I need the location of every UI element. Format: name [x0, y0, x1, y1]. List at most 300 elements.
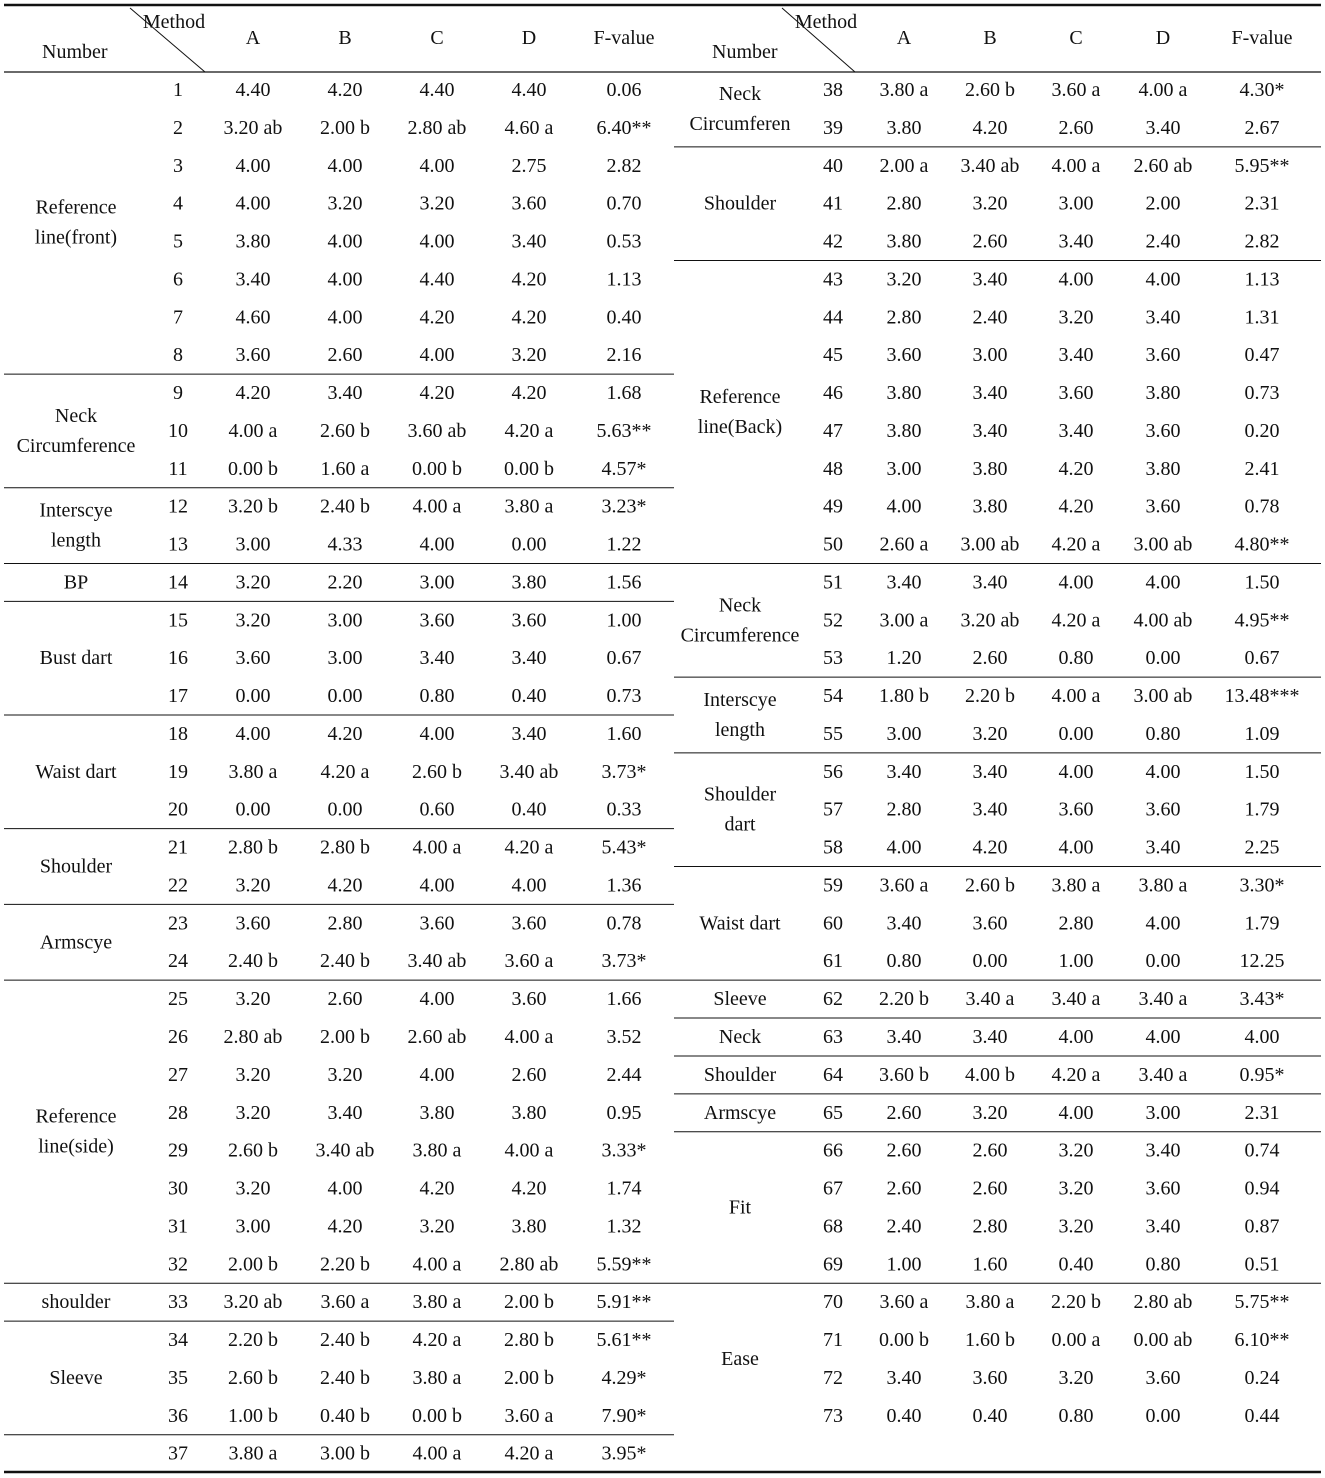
cell-value: 3.60 — [235, 912, 271, 935]
cell-value: 0.24 — [1244, 1366, 1280, 1389]
cell-value: 3.60 — [511, 988, 547, 1011]
row-number: 61 — [823, 950, 843, 973]
cell-value: 0.00 b — [228, 457, 278, 480]
cell-value: 4.20 a — [320, 760, 370, 783]
cell-value: 4.00 ab — [1133, 609, 1193, 632]
group-label: Waist dart — [35, 760, 117, 783]
cell-value: 2.67 — [1244, 116, 1280, 139]
cell-value: 2.60 — [972, 1177, 1008, 1200]
cell-value: 0.00 — [1145, 950, 1181, 973]
row-number: 2 — [173, 116, 183, 139]
cell-value: 3.00 b — [320, 1442, 370, 1465]
group-label: Reference — [699, 385, 781, 408]
group-label: Fit — [728, 1196, 752, 1219]
cell-value: 0.00 a — [1051, 1329, 1101, 1352]
cell-value: 3.40 — [419, 647, 455, 670]
cell-value: 12.25 — [1239, 950, 1285, 973]
cell-value: 3.40 — [886, 760, 922, 783]
cell-value: 0.67 — [606, 647, 642, 670]
cell-value: 4.20 — [511, 306, 547, 329]
cell-value: 2.00 b — [504, 1291, 554, 1314]
row-number: 66 — [823, 1139, 843, 1162]
cell-value: 1.00 — [886, 1253, 922, 1276]
cell-value: 3.40 — [511, 647, 547, 670]
cell-value: 5.63** — [596, 419, 652, 442]
cell-value: 2.60 — [886, 1139, 922, 1162]
row-number: 51 — [823, 571, 843, 594]
row-number: 54 — [823, 685, 843, 708]
cell-value: 0.00 b — [504, 457, 554, 480]
cell-value: 3.40 — [1058, 344, 1094, 367]
cell-value: 0.40 — [972, 1404, 1008, 1427]
row-number: 10 — [168, 419, 188, 442]
row-number: 57 — [823, 798, 843, 821]
cell-value: 3.40 — [972, 798, 1008, 821]
cell-value: 0.40 — [606, 306, 642, 329]
cell-value: 3.80 a — [1138, 874, 1188, 897]
cell-value: 3.40 — [972, 382, 1008, 405]
cell-value: 3.20 — [1058, 306, 1094, 329]
cell-value: 3.20 — [327, 1063, 363, 1086]
cell-value: 4.00 — [1145, 571, 1181, 594]
cell-value: 4.00 — [235, 192, 271, 215]
group-label: Shoulder — [703, 783, 777, 806]
group-label: dart — [724, 813, 756, 836]
cell-value: 0.47 — [1244, 344, 1280, 367]
cell-value: 3.80 a — [1051, 874, 1101, 897]
cell-value: 3.80 a — [412, 1139, 462, 1162]
cell-value: 0.00 — [235, 685, 271, 708]
cell-value: 3.00 — [886, 457, 922, 480]
cell-value: 3.60 — [886, 344, 922, 367]
group-label: Circumferen — [689, 112, 791, 135]
cell-value: 4.20 — [327, 79, 363, 101]
cell-value: 3.60 a — [1051, 79, 1101, 101]
cell-value: 1.79 — [1244, 912, 1280, 935]
cell-value: 1.79 — [1244, 798, 1280, 821]
row-number: 55 — [823, 722, 843, 745]
row-number: 44 — [823, 306, 843, 329]
cell-value: 2.60 b — [320, 419, 370, 442]
cell-value: 3.60 — [1058, 382, 1094, 405]
cell-value: 4.40 — [419, 268, 455, 291]
cell-value: 3.60 — [1145, 344, 1181, 367]
cell-value: 2.80 b — [504, 1329, 554, 1352]
group-label: Ease — [721, 1347, 759, 1370]
cell-value: 3.60 — [1145, 1366, 1181, 1389]
cell-value: 4.20 — [511, 382, 547, 405]
cell-value: 4.20 — [972, 836, 1008, 859]
row-number: 6 — [173, 268, 183, 291]
cell-value: 3.20 — [972, 192, 1008, 215]
cell-value: 0.44 — [1244, 1404, 1280, 1427]
cell-value: 4.00 — [1145, 1026, 1181, 1048]
row-number: 29 — [168, 1139, 188, 1162]
cell-value: 3.73* — [601, 950, 647, 973]
group-label: length — [51, 529, 101, 552]
cell-value: 3.40 — [327, 1101, 363, 1124]
cell-value: 0.00 — [972, 950, 1008, 973]
cell-value: 3.00 — [327, 609, 363, 632]
row-number: 58 — [823, 836, 843, 859]
cell-value: 4.29* — [601, 1366, 647, 1389]
cell-value: 3.52 — [606, 1026, 642, 1048]
cell-value: 3.80 — [972, 495, 1008, 518]
group-label: Reference — [35, 1105, 117, 1128]
cell-value: 3.80 — [886, 419, 922, 442]
cell-value: 3.73* — [601, 760, 647, 783]
cell-value: 4.00 a — [228, 419, 278, 442]
cell-value: 3.20 ab — [223, 1291, 283, 1314]
group-label: Sleeve — [49, 1366, 103, 1389]
cell-value: 3.20 — [235, 1101, 271, 1124]
cell-value: 3.20 — [972, 1101, 1008, 1124]
cell-value: 3.80 a — [412, 1366, 462, 1389]
cell-value: 3.60 — [972, 912, 1008, 935]
cell-value: 3.60 a — [504, 950, 554, 973]
row-number: 65 — [823, 1101, 843, 1124]
row-number: 71 — [823, 1329, 843, 1352]
row-number: 18 — [168, 722, 188, 745]
cell-value: 4.00 — [327, 154, 363, 177]
cell-value: 3.60 — [511, 912, 547, 935]
cell-value: 2.25 — [1244, 836, 1280, 859]
cell-value: 4.00 a — [1138, 79, 1188, 101]
cell-value: 2.82 — [606, 154, 642, 177]
cell-value: 5.75** — [1234, 1291, 1290, 1314]
cell-value: 3.60 — [419, 609, 455, 632]
row-number: 67 — [823, 1177, 843, 1200]
cell-value: 3.40 — [972, 760, 1008, 783]
cell-value: 3.60 — [1145, 798, 1181, 821]
cell-value: 3.40 — [1058, 230, 1094, 253]
cell-value: 3.80 a — [504, 495, 554, 518]
row-number: 28 — [168, 1101, 188, 1124]
cell-value: 6.40** — [596, 116, 652, 139]
cell-value: 4.40 — [419, 79, 455, 101]
cell-value: 0.40 — [886, 1404, 922, 1427]
cell-value: 0.80 — [886, 950, 922, 973]
cell-value: 4.20 — [419, 1177, 455, 1200]
cell-value: 4.33 — [327, 533, 363, 556]
cell-value: 2.60 — [511, 1063, 547, 1086]
cell-value: 2.60 — [972, 647, 1008, 670]
row-number: 52 — [823, 609, 843, 632]
cell-value: 2.00 b — [320, 1026, 370, 1048]
cell-value: 1.00 b — [228, 1404, 278, 1427]
row-number: 26 — [168, 1026, 188, 1048]
cell-value: 2.60 a — [879, 533, 929, 556]
cell-value: 0.51 — [1244, 1253, 1280, 1276]
cell-value: 1.13 — [1244, 268, 1280, 291]
cell-value: 2.80 b — [228, 836, 278, 859]
cell-value: 7.90* — [601, 1404, 647, 1427]
row-number: 34 — [168, 1329, 188, 1352]
cell-value: 3.00 — [235, 1215, 271, 1238]
cell-value: 3.43* — [1239, 988, 1285, 1011]
header-col-d: D — [1155, 27, 1171, 49]
cell-value: 3.40 — [886, 1026, 922, 1048]
cell-value: 0.73 — [1244, 382, 1280, 405]
cell-value: 2.80 b — [320, 836, 370, 859]
cell-value: 2.31 — [1244, 192, 1280, 215]
group-label: Circumference — [16, 434, 136, 457]
group-label: Shoulder — [703, 1063, 777, 1086]
cell-value: 2.80 — [886, 192, 922, 215]
cell-value: 1.09 — [1244, 722, 1280, 745]
cell-value: 3.00 ab — [1133, 685, 1193, 708]
cell-value: 3.20 b — [228, 495, 278, 518]
cell-value: 1.80 b — [879, 685, 929, 708]
row-number: 48 — [823, 457, 843, 480]
group-label: Interscye — [39, 499, 113, 522]
cell-value: 4.00 — [419, 1063, 455, 1086]
cell-value: 2.40 b — [320, 950, 370, 973]
cell-value: 4.20 — [327, 1215, 363, 1238]
cell-value: 2.80 — [972, 1215, 1008, 1238]
cell-value: 0.78 — [1244, 495, 1280, 518]
cell-value: 3.20 — [419, 1215, 455, 1238]
cell-value: 3.60 ab — [407, 419, 467, 442]
row-number: 23 — [168, 912, 188, 935]
cell-value: 4.00 — [419, 344, 455, 367]
cell-value: 3.20 — [235, 609, 271, 632]
cell-value: 3.60 — [511, 609, 547, 632]
cell-value: 3.00 ab — [1133, 533, 1193, 556]
cell-value: 0.67 — [1244, 647, 1280, 670]
group-label: Neck — [718, 82, 762, 105]
cell-value: 4.60 a — [504, 116, 554, 139]
cell-value: 3.80 — [419, 1101, 455, 1124]
cell-value: 3.40 a — [1051, 988, 1101, 1011]
group-label: line(Back) — [697, 415, 783, 438]
cell-value: 4.20 a — [1051, 1063, 1101, 1086]
cell-value: 3.80 a — [228, 760, 278, 783]
cell-value: 2.00 b — [504, 1366, 554, 1389]
cell-value: 3.40 — [886, 571, 922, 594]
cell-value: 2.00 b — [320, 116, 370, 139]
cell-value: 3.40 ab — [960, 154, 1020, 177]
cell-value: 4.00 — [419, 533, 455, 556]
cell-value: 3.40 — [327, 382, 363, 405]
cell-value: 1.50 — [1244, 571, 1280, 594]
cell-value: 4.00 — [1244, 1026, 1280, 1048]
row-number: 69 — [823, 1253, 843, 1276]
cell-value: 4.40 — [511, 79, 547, 101]
group-label: Neck — [718, 1026, 762, 1048]
cell-value: 3.20 — [511, 344, 547, 367]
cell-value: 3.40 — [886, 912, 922, 935]
row-number: 45 — [823, 344, 843, 367]
cell-value: 3.80 — [511, 1215, 547, 1238]
header-method: Method — [794, 11, 858, 33]
cell-value: 4.20 a — [1051, 609, 1101, 632]
row-number: 63 — [823, 1026, 843, 1048]
header-col-f-value: F-value — [593, 27, 655, 49]
cell-value: 3.00 ab — [960, 533, 1020, 556]
cell-value: 3.40 ab — [315, 1139, 375, 1162]
row-number: 53 — [823, 647, 843, 670]
cell-value: 0.73 — [606, 685, 642, 708]
row-number: 42 — [823, 230, 843, 253]
cell-value: 3.60 a — [504, 1404, 554, 1427]
cell-value: 2.20 — [327, 571, 363, 594]
cell-value: 3.60 — [1145, 1177, 1181, 1200]
cell-value: 1.22 — [606, 533, 642, 556]
header-col-a: A — [896, 27, 912, 49]
cell-value: 3.40 a — [965, 988, 1015, 1011]
cell-value: 3.40 a — [1138, 1063, 1188, 1086]
cell-value: 3.40 ab — [407, 950, 467, 973]
cell-value: 2.60 — [327, 344, 363, 367]
cell-value: 0.06 — [606, 79, 642, 101]
row-number: 35 — [168, 1366, 188, 1389]
cell-value: 0.00 b — [879, 1329, 929, 1352]
header-col-d: D — [521, 27, 537, 49]
row-number: 27 — [168, 1063, 188, 1086]
row-number: 32 — [168, 1253, 188, 1276]
cell-value: 4.00 — [1145, 760, 1181, 783]
row-number: 14 — [168, 571, 188, 594]
cell-value: 4.00 a — [1051, 154, 1101, 177]
cell-value: 2.75 — [511, 154, 547, 177]
cell-value: 2.80 ab — [499, 1253, 559, 1276]
cell-value: 3.80 — [1145, 382, 1181, 405]
cell-value: 4.20 — [1058, 457, 1094, 480]
row-number: 25 — [168, 988, 188, 1011]
group-label: Armscye — [703, 1101, 777, 1124]
cell-value: 2.60 — [886, 1177, 922, 1200]
cell-value: 2.40 b — [320, 495, 370, 518]
cell-value: 4.00 b — [965, 1063, 1015, 1086]
row-number: 50 — [823, 533, 843, 556]
cell-value: 4.00 — [419, 154, 455, 177]
cell-value: 3.95* — [601, 1442, 647, 1465]
cell-value: 3.60 b — [879, 1063, 929, 1086]
cell-value: 4.80** — [1234, 533, 1290, 556]
row-number: 38 — [823, 79, 843, 101]
cell-value: 4.20 — [327, 722, 363, 745]
row-number: 17 — [168, 685, 188, 708]
cell-value: 3.20 — [1058, 1215, 1094, 1238]
cell-value: 5.59** — [596, 1253, 652, 1276]
row-number: 7 — [173, 306, 183, 329]
cell-value: 0.87 — [1244, 1215, 1280, 1238]
cell-value: 3.80 — [235, 230, 271, 253]
cell-value: 4.00 — [419, 230, 455, 253]
cell-value: 4.00 — [1058, 571, 1094, 594]
cell-value: 4.00 — [235, 722, 271, 745]
cell-value: 2.60 ab — [1133, 154, 1193, 177]
cell-value: 1.60 a — [320, 457, 370, 480]
row-number: 13 — [168, 533, 188, 556]
cell-value: 3.20 — [1058, 1139, 1094, 1162]
cell-value: 2.60 b — [228, 1139, 278, 1162]
cell-value: 3.00 — [1058, 192, 1094, 215]
cell-value: 2.60 — [327, 988, 363, 1011]
cell-value: 0.20 — [1244, 419, 1280, 442]
cell-value: 3.20 — [235, 988, 271, 1011]
cell-value: 3.20 — [972, 722, 1008, 745]
row-number: 33 — [168, 1291, 188, 1314]
row-number: 62 — [823, 988, 843, 1011]
group-label: Shoulder — [39, 855, 113, 878]
cell-value: 3.20 — [235, 1063, 271, 1086]
cell-value: 3.60 — [1145, 495, 1181, 518]
cell-value: 3.60 — [511, 192, 547, 215]
cell-value: 3.00 — [235, 533, 271, 556]
cell-value: 0.53 — [606, 230, 642, 253]
cell-value: 2.16 — [606, 344, 642, 367]
group-label: Waist dart — [699, 912, 781, 935]
cell-value: 1.68 — [606, 382, 642, 405]
cell-value: 3.80 — [886, 230, 922, 253]
cell-value: 0.40 — [1058, 1253, 1094, 1276]
cell-value: 3.80 a — [412, 1291, 462, 1314]
row-number: 64 — [823, 1063, 843, 1086]
cell-value: 0.94 — [1244, 1177, 1280, 1200]
cell-value: 4.00 a — [504, 1139, 554, 1162]
cell-value: 2.40 — [1145, 230, 1181, 253]
cell-value: 3.60 — [1058, 798, 1094, 821]
cell-value: 0.80 — [1145, 722, 1181, 745]
row-number: 36 — [168, 1404, 188, 1427]
row-number: 40 — [823, 154, 843, 177]
cell-value: 4.00 — [419, 722, 455, 745]
cell-value: 3.20 — [1058, 1177, 1094, 1200]
group-label: Shoulder — [703, 192, 777, 215]
cell-value: 4.00 — [419, 874, 455, 897]
cell-value: 0.40 — [511, 798, 547, 821]
group-label: Bust dart — [39, 647, 113, 670]
cell-value: 4.30* — [1239, 79, 1285, 101]
cell-value: 0.40 b — [320, 1404, 370, 1427]
cell-value: 0.70 — [606, 192, 642, 215]
cell-value: 1.32 — [606, 1215, 642, 1238]
cell-value: 1.31 — [1244, 306, 1280, 329]
cell-value: 4.20 — [235, 382, 271, 405]
row-number: 4 — [173, 192, 183, 215]
row-number: 56 — [823, 760, 843, 783]
row-number: 41 — [823, 192, 843, 215]
row-number: 19 — [168, 760, 188, 783]
cell-value: 3.40 — [972, 1026, 1008, 1048]
group-label: line(side) — [38, 1135, 114, 1158]
cell-value: 3.80 — [511, 1101, 547, 1124]
cell-value: 4.00 — [1058, 1026, 1094, 1048]
cell-value: 4.00 — [419, 988, 455, 1011]
cell-value: 3.40 — [511, 230, 547, 253]
cell-value: 5.61** — [596, 1329, 652, 1352]
cell-value: 3.80 a — [965, 1291, 1015, 1314]
cell-value: 3.00 — [327, 647, 363, 670]
row-number: 15 — [168, 609, 188, 632]
cell-value: 4.20 a — [504, 1442, 554, 1465]
cell-value: 2.20 b — [228, 1329, 278, 1352]
cell-value: 4.00 — [1058, 1101, 1094, 1124]
cell-value: 4.20 — [972, 116, 1008, 139]
cell-value: 4.00 — [1058, 760, 1094, 783]
cell-value: 4.00 — [1145, 268, 1181, 291]
cell-value: 4.20 a — [504, 836, 554, 859]
group-label: Sleeve — [713, 988, 767, 1011]
cell-value: 4.57* — [601, 457, 647, 480]
cell-value: 3.20 ab — [960, 609, 1020, 632]
cell-value: 2.80 — [886, 798, 922, 821]
cell-value: 0.00 b — [412, 457, 462, 480]
cell-value: 3.20 — [1058, 1366, 1094, 1389]
cell-value: 2.40 b — [228, 950, 278, 973]
